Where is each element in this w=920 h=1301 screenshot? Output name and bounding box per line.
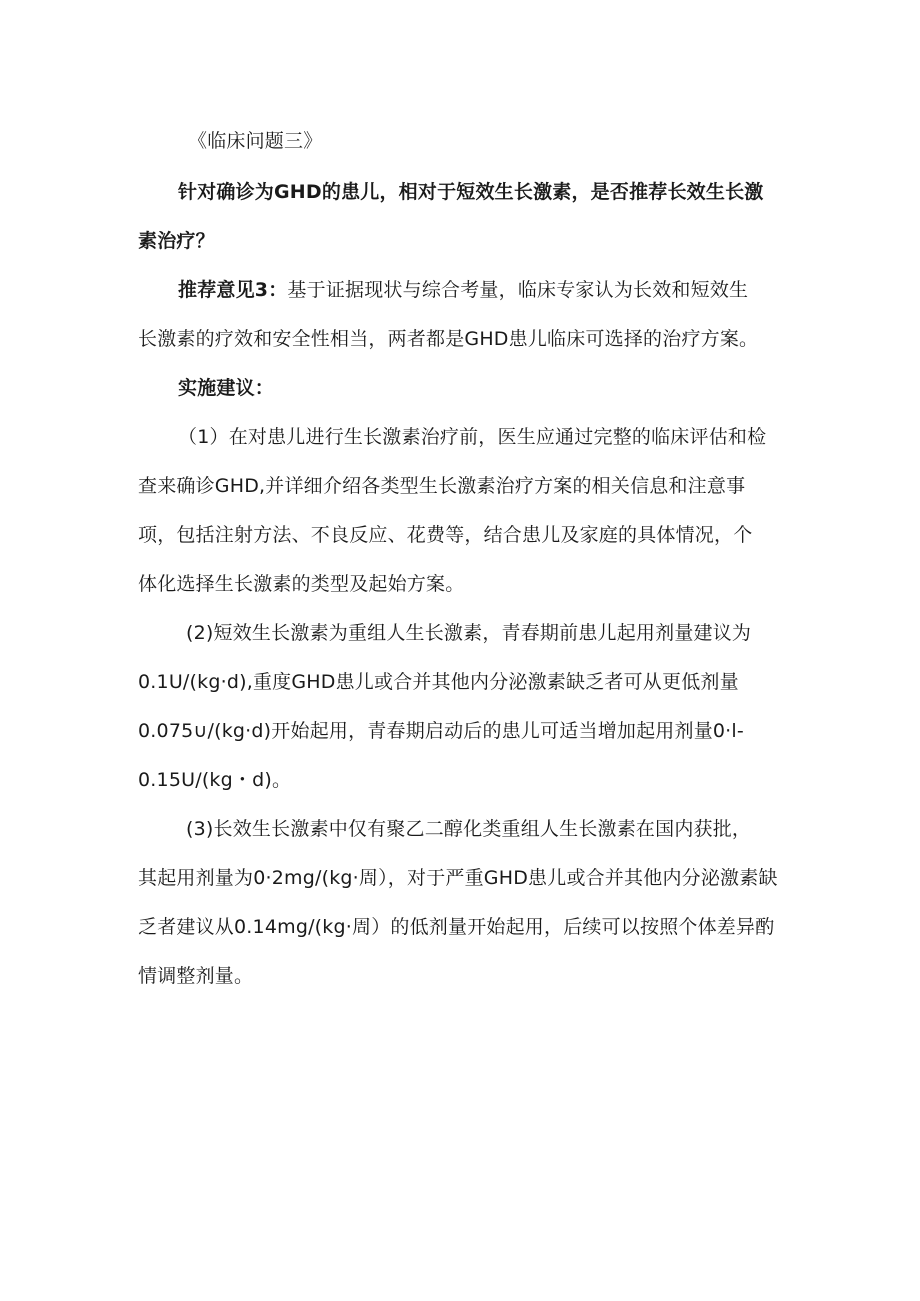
item3-line-4: 情调整剂量。: [138, 965, 254, 987]
item1-line-3: 项，包括注射方法、不良反应、花费等，结合患儿及家庭的具体情况，个: [138, 524, 753, 546]
recommendation-line-2: 长激素的疗效和安全性相当，两者都是GHD患儿临床可选择的治疗方案。: [138, 328, 759, 350]
item3-line-3: 乏者建议从0.14mg∕(kg·周）的低剂量开始起用，后续可以按照个体差异酌: [138, 916, 775, 938]
recommendation-label: 推荐意见3：: [178, 279, 288, 301]
recommendation-line-1: [178, 277, 748, 303]
item2-line-1: (2)短效生长激素为重组人生长激素，青春期前患儿起用剂量建议为: [186, 622, 752, 644]
suggestions-heading: 实施建议：: [178, 377, 275, 399]
recommendation-text-1: 基于证据现状与综合考量，临床专家认为长效和短效生: [287, 279, 749, 301]
item2-line-3: 0.075∪∕(kg·d)开始起用，青春期启动后的患儿可适当增加起用剂量0·l-: [138, 720, 744, 742]
item1-line-1: （1）在对患儿进行生长激素治疗前，医生应通过完整的临床评估和检: [178, 426, 767, 448]
item2-line-2: 0.1U∕(kg·d),重度GHD患儿或合并其他内分泌激素缺乏者可从更低剂量: [138, 671, 739, 693]
question-line-2: 素治疗？: [138, 230, 215, 252]
item1-line-2: 查来确诊GHD,并详细介绍各类型生长激素治疗方案的相关信息和注意事: [138, 475, 746, 497]
item3-line-2: 其起用剂量为0·2mg∕(kg·周），对于严重GHD患儿或合并其他内分泌激素缺: [138, 867, 778, 889]
document-heading: 《临床问题三》: [188, 130, 323, 152]
question-line-1: 针对确诊为GHD的患儿，相对于短效生长激素，是否推荐长效生长激: [178, 181, 764, 203]
item1-line-4: 体化选择生长激素的类型及起始方案。: [138, 573, 465, 595]
item3-line-1: (3)长效生长激素中仅有聚乙二醇化类重组人生长激素在国内获批，: [186, 818, 752, 840]
item2-line-4: 0.15U/(kg・d)。: [138, 769, 292, 791]
